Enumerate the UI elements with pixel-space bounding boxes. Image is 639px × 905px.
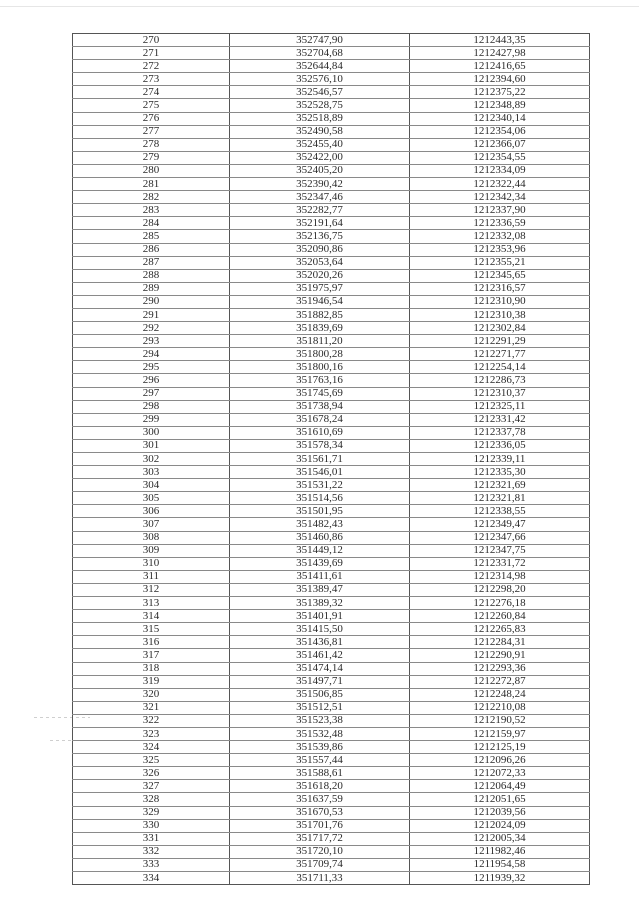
table-row bbox=[73, 125, 590, 138]
point-number-cell: 289 bbox=[73, 282, 230, 295]
y-coordinate-cell: 1212334,09 bbox=[410, 164, 590, 177]
point-number-cell: 316 bbox=[73, 636, 230, 649]
table-row bbox=[73, 636, 590, 649]
table-row bbox=[73, 164, 590, 177]
y-coordinate-cell: 1212345,65 bbox=[410, 269, 590, 282]
x-coordinate-cell: 351532,48 bbox=[230, 727, 410, 740]
point-number-cell: 298 bbox=[73, 400, 230, 413]
table-row bbox=[73, 308, 590, 321]
x-coordinate-cell: 351717,72 bbox=[230, 832, 410, 845]
y-coordinate-cell: 1212325,11 bbox=[410, 400, 590, 413]
table-row bbox=[73, 151, 590, 164]
table-row bbox=[73, 387, 590, 400]
y-coordinate-cell: 1212335,30 bbox=[410, 466, 590, 479]
x-coordinate-cell: 351415,50 bbox=[230, 623, 410, 636]
x-coordinate-cell: 351389,47 bbox=[230, 583, 410, 596]
y-coordinate-cell: 1212349,47 bbox=[410, 518, 590, 531]
point-number-cell: 330 bbox=[73, 819, 230, 832]
table-row bbox=[73, 675, 590, 688]
point-number-cell: 324 bbox=[73, 741, 230, 754]
y-coordinate-cell: 1212265,83 bbox=[410, 623, 590, 636]
x-coordinate-cell: 352191,64 bbox=[230, 217, 410, 230]
point-number-cell: 270 bbox=[73, 34, 230, 47]
table-row bbox=[73, 649, 590, 662]
table-row bbox=[73, 754, 590, 767]
x-coordinate-cell: 352020,26 bbox=[230, 269, 410, 282]
table-row bbox=[73, 544, 590, 557]
point-number-cell: 321 bbox=[73, 701, 230, 714]
point-number-cell: 300 bbox=[73, 426, 230, 439]
table-row bbox=[73, 662, 590, 675]
point-number-cell: 299 bbox=[73, 413, 230, 426]
y-coordinate-cell: 1212336,05 bbox=[410, 439, 590, 452]
y-coordinate-cell: 1212096,26 bbox=[410, 754, 590, 767]
x-coordinate-cell: 351975,97 bbox=[230, 282, 410, 295]
point-number-cell: 292 bbox=[73, 322, 230, 335]
point-number-cell: 304 bbox=[73, 479, 230, 492]
point-number-cell: 311 bbox=[73, 570, 230, 583]
x-coordinate-cell: 351523,38 bbox=[230, 714, 410, 727]
y-coordinate-cell: 1212321,81 bbox=[410, 492, 590, 505]
table-row bbox=[73, 688, 590, 701]
point-number-cell: 277 bbox=[73, 125, 230, 138]
point-number-cell: 282 bbox=[73, 191, 230, 204]
coordinates-table-container bbox=[72, 33, 589, 885]
table-row bbox=[73, 361, 590, 374]
x-coordinate-cell: 351449,12 bbox=[230, 544, 410, 557]
point-number-cell: 278 bbox=[73, 138, 230, 151]
point-number-cell: 273 bbox=[73, 73, 230, 86]
y-coordinate-cell: 1212332,08 bbox=[410, 230, 590, 243]
coordinates-table-body bbox=[73, 34, 590, 885]
point-number-cell: 290 bbox=[73, 295, 230, 308]
point-number-cell: 271 bbox=[73, 47, 230, 60]
point-number-cell: 274 bbox=[73, 86, 230, 99]
y-coordinate-cell: 1212337,78 bbox=[410, 426, 590, 439]
y-coordinate-cell: 1212353,96 bbox=[410, 243, 590, 256]
x-coordinate-cell: 351578,34 bbox=[230, 439, 410, 452]
table-row bbox=[73, 767, 590, 780]
point-number-cell: 272 bbox=[73, 60, 230, 73]
table-row bbox=[73, 217, 590, 230]
y-coordinate-cell: 1212354,06 bbox=[410, 125, 590, 138]
table-row bbox=[73, 243, 590, 256]
point-number-cell: 313 bbox=[73, 597, 230, 610]
table-row bbox=[73, 191, 590, 204]
y-coordinate-cell: 1212338,55 bbox=[410, 505, 590, 518]
x-coordinate-cell: 351678,24 bbox=[230, 413, 410, 426]
point-number-cell: 275 bbox=[73, 99, 230, 112]
table-row bbox=[73, 819, 590, 832]
point-number-cell: 302 bbox=[73, 453, 230, 466]
y-coordinate-cell: 1212375,22 bbox=[410, 86, 590, 99]
x-coordinate-cell: 351561,71 bbox=[230, 453, 410, 466]
point-number-cell: 325 bbox=[73, 754, 230, 767]
table-row bbox=[73, 400, 590, 413]
table-row bbox=[73, 570, 590, 583]
x-coordinate-cell: 351738,94 bbox=[230, 400, 410, 413]
y-coordinate-cell: 1212336,59 bbox=[410, 217, 590, 230]
table-row bbox=[73, 374, 590, 387]
y-coordinate-cell: 1212293,36 bbox=[410, 662, 590, 675]
x-coordinate-cell: 351497,71 bbox=[230, 675, 410, 688]
y-coordinate-cell: 1212443,35 bbox=[410, 34, 590, 47]
table-row bbox=[73, 426, 590, 439]
table-row bbox=[73, 741, 590, 754]
x-coordinate-cell: 351720,10 bbox=[230, 845, 410, 858]
point-number-cell: 308 bbox=[73, 531, 230, 544]
x-coordinate-cell: 351701,76 bbox=[230, 819, 410, 832]
x-coordinate-cell: 352704,68 bbox=[230, 47, 410, 60]
x-coordinate-cell: 351439,69 bbox=[230, 557, 410, 570]
table-row bbox=[73, 466, 590, 479]
y-coordinate-cell: 1212416,65 bbox=[410, 60, 590, 73]
point-number-cell: 323 bbox=[73, 727, 230, 740]
y-coordinate-cell: 1212248,24 bbox=[410, 688, 590, 701]
x-coordinate-cell: 351800,28 bbox=[230, 348, 410, 361]
x-coordinate-cell: 352747,90 bbox=[230, 34, 410, 47]
table-row bbox=[73, 47, 590, 60]
x-coordinate-cell: 351389,32 bbox=[230, 597, 410, 610]
x-coordinate-cell: 351811,20 bbox=[230, 335, 410, 348]
point-number-cell: 303 bbox=[73, 466, 230, 479]
point-number-cell: 276 bbox=[73, 112, 230, 125]
point-number-cell: 297 bbox=[73, 387, 230, 400]
y-coordinate-cell: 1212340,14 bbox=[410, 112, 590, 125]
y-coordinate-cell: 1212316,57 bbox=[410, 282, 590, 295]
table-row bbox=[73, 73, 590, 86]
point-number-cell: 293 bbox=[73, 335, 230, 348]
y-coordinate-cell: 1212064,49 bbox=[410, 780, 590, 793]
x-coordinate-cell: 351482,43 bbox=[230, 518, 410, 531]
table-row bbox=[73, 60, 590, 73]
point-number-cell: 286 bbox=[73, 243, 230, 256]
table-row bbox=[73, 531, 590, 544]
y-coordinate-cell: 1212331,42 bbox=[410, 413, 590, 426]
x-coordinate-cell: 351637,59 bbox=[230, 793, 410, 806]
x-coordinate-cell: 352090,86 bbox=[230, 243, 410, 256]
point-number-cell: 288 bbox=[73, 269, 230, 282]
point-number-cell: 284 bbox=[73, 217, 230, 230]
y-coordinate-cell: 1212337,90 bbox=[410, 204, 590, 217]
point-number-cell: 331 bbox=[73, 832, 230, 845]
x-coordinate-cell: 352528,75 bbox=[230, 99, 410, 112]
y-coordinate-cell: 1211939,32 bbox=[410, 872, 590, 885]
point-number-cell: 305 bbox=[73, 492, 230, 505]
y-coordinate-cell: 1212427,98 bbox=[410, 47, 590, 60]
table-row bbox=[73, 413, 590, 426]
y-coordinate-cell: 1211982,46 bbox=[410, 845, 590, 858]
table-row bbox=[73, 872, 590, 885]
table-row bbox=[73, 505, 590, 518]
point-number-cell: 301 bbox=[73, 439, 230, 452]
x-coordinate-cell: 351745,69 bbox=[230, 387, 410, 400]
table-row bbox=[73, 793, 590, 806]
point-number-cell: 328 bbox=[73, 793, 230, 806]
table-row bbox=[73, 348, 590, 361]
y-coordinate-cell: 1212321,69 bbox=[410, 479, 590, 492]
y-coordinate-cell: 1212272,87 bbox=[410, 675, 590, 688]
x-coordinate-cell: 351800,16 bbox=[230, 361, 410, 374]
x-coordinate-cell: 351882,85 bbox=[230, 308, 410, 321]
table-row bbox=[73, 701, 590, 714]
point-number-cell: 326 bbox=[73, 767, 230, 780]
table-row bbox=[73, 479, 590, 492]
point-number-cell: 329 bbox=[73, 806, 230, 819]
point-number-cell: 294 bbox=[73, 348, 230, 361]
y-coordinate-cell: 1212354,55 bbox=[410, 151, 590, 164]
point-number-cell: 283 bbox=[73, 204, 230, 217]
x-coordinate-cell: 351506,85 bbox=[230, 688, 410, 701]
y-coordinate-cell: 1212298,20 bbox=[410, 583, 590, 596]
y-coordinate-cell: 1212347,66 bbox=[410, 531, 590, 544]
point-number-cell: 319 bbox=[73, 675, 230, 688]
table-row bbox=[73, 322, 590, 335]
y-coordinate-cell: 1212039,56 bbox=[410, 806, 590, 819]
y-coordinate-cell: 1212322,44 bbox=[410, 178, 590, 191]
table-row bbox=[73, 832, 590, 845]
x-coordinate-cell: 352546,57 bbox=[230, 86, 410, 99]
x-coordinate-cell: 351618,20 bbox=[230, 780, 410, 793]
point-number-cell: 296 bbox=[73, 374, 230, 387]
x-coordinate-cell: 351839,69 bbox=[230, 322, 410, 335]
point-number-cell: 332 bbox=[73, 845, 230, 858]
x-coordinate-cell: 351546,01 bbox=[230, 466, 410, 479]
table-row bbox=[73, 335, 590, 348]
table-row bbox=[73, 34, 590, 47]
y-coordinate-cell: 1212339,11 bbox=[410, 453, 590, 466]
x-coordinate-cell: 351531,22 bbox=[230, 479, 410, 492]
x-coordinate-cell: 351610,69 bbox=[230, 426, 410, 439]
point-number-cell: 334 bbox=[73, 872, 230, 885]
x-coordinate-cell: 352490,58 bbox=[230, 125, 410, 138]
y-coordinate-cell: 1212310,90 bbox=[410, 295, 590, 308]
table-row bbox=[73, 610, 590, 623]
point-number-cell: 322 bbox=[73, 714, 230, 727]
y-coordinate-cell: 1212276,18 bbox=[410, 597, 590, 610]
y-coordinate-cell: 1212260,84 bbox=[410, 610, 590, 623]
point-number-cell: 295 bbox=[73, 361, 230, 374]
x-coordinate-cell: 352053,64 bbox=[230, 256, 410, 269]
point-number-cell: 333 bbox=[73, 858, 230, 871]
point-number-cell: 285 bbox=[73, 230, 230, 243]
point-number-cell: 280 bbox=[73, 164, 230, 177]
table-row bbox=[73, 806, 590, 819]
x-coordinate-cell: 352282,77 bbox=[230, 204, 410, 217]
x-coordinate-cell: 352455,40 bbox=[230, 138, 410, 151]
table-row bbox=[73, 492, 590, 505]
y-coordinate-cell: 1212210,08 bbox=[410, 701, 590, 714]
point-number-cell: 310 bbox=[73, 557, 230, 570]
point-number-cell: 315 bbox=[73, 623, 230, 636]
y-coordinate-cell: 1212024,09 bbox=[410, 819, 590, 832]
y-coordinate-cell: 1212302,84 bbox=[410, 322, 590, 335]
x-coordinate-cell: 352644,84 bbox=[230, 60, 410, 73]
y-coordinate-cell: 1212310,37 bbox=[410, 387, 590, 400]
y-coordinate-cell: 1212072,33 bbox=[410, 767, 590, 780]
x-coordinate-cell: 351670,53 bbox=[230, 806, 410, 819]
table-row bbox=[73, 99, 590, 112]
point-number-cell: 309 bbox=[73, 544, 230, 557]
point-number-cell: 279 bbox=[73, 151, 230, 164]
x-coordinate-cell: 351763,16 bbox=[230, 374, 410, 387]
x-coordinate-cell: 352347,46 bbox=[230, 191, 410, 204]
table-row bbox=[73, 230, 590, 243]
table-row bbox=[73, 727, 590, 740]
x-coordinate-cell: 352576,10 bbox=[230, 73, 410, 86]
x-coordinate-cell: 352136,75 bbox=[230, 230, 410, 243]
x-coordinate-cell: 351436,81 bbox=[230, 636, 410, 649]
x-coordinate-cell: 352422,00 bbox=[230, 151, 410, 164]
table-row bbox=[73, 597, 590, 610]
y-coordinate-cell: 1212286,73 bbox=[410, 374, 590, 387]
x-coordinate-cell: 351588,61 bbox=[230, 767, 410, 780]
table-row bbox=[73, 518, 590, 531]
table-row bbox=[73, 583, 590, 596]
x-coordinate-cell: 352405,20 bbox=[230, 164, 410, 177]
x-coordinate-cell: 351461,42 bbox=[230, 649, 410, 662]
table-row bbox=[73, 86, 590, 99]
x-coordinate-cell: 351512,51 bbox=[230, 701, 410, 714]
point-number-cell: 327 bbox=[73, 780, 230, 793]
y-coordinate-cell: 1212190,52 bbox=[410, 714, 590, 727]
x-coordinate-cell: 351460,86 bbox=[230, 531, 410, 544]
y-coordinate-cell: 1212310,38 bbox=[410, 308, 590, 321]
table-row bbox=[73, 780, 590, 793]
x-coordinate-cell: 351474,14 bbox=[230, 662, 410, 675]
x-coordinate-cell: 351539,86 bbox=[230, 741, 410, 754]
table-row bbox=[73, 858, 590, 871]
y-coordinate-cell: 1212394,60 bbox=[410, 73, 590, 86]
point-number-cell: 314 bbox=[73, 610, 230, 623]
y-coordinate-cell: 1212347,75 bbox=[410, 544, 590, 557]
x-coordinate-cell: 351411,61 bbox=[230, 570, 410, 583]
x-coordinate-cell: 351401,91 bbox=[230, 610, 410, 623]
x-coordinate-cell: 351711,33 bbox=[230, 872, 410, 885]
table-row bbox=[73, 714, 590, 727]
point-number-cell: 306 bbox=[73, 505, 230, 518]
table-row bbox=[73, 557, 590, 570]
table-row bbox=[73, 295, 590, 308]
x-coordinate-cell: 351501,95 bbox=[230, 505, 410, 518]
y-coordinate-cell: 1212342,34 bbox=[410, 191, 590, 204]
coordinates-table bbox=[72, 33, 590, 885]
x-coordinate-cell: 351946,54 bbox=[230, 295, 410, 308]
y-coordinate-cell: 1212254,14 bbox=[410, 361, 590, 374]
point-number-cell: 312 bbox=[73, 583, 230, 596]
x-coordinate-cell: 352518,89 bbox=[230, 112, 410, 125]
y-coordinate-cell: 1212125,19 bbox=[410, 741, 590, 754]
x-coordinate-cell: 352390,42 bbox=[230, 178, 410, 191]
table-row bbox=[73, 845, 590, 858]
point-number-cell: 318 bbox=[73, 662, 230, 675]
y-coordinate-cell: 1212366,07 bbox=[410, 138, 590, 151]
y-coordinate-cell: 1212290,91 bbox=[410, 649, 590, 662]
y-coordinate-cell: 1212005,34 bbox=[410, 832, 590, 845]
table-row bbox=[73, 623, 590, 636]
point-number-cell: 287 bbox=[73, 256, 230, 269]
y-coordinate-cell: 1211954,58 bbox=[410, 858, 590, 871]
point-number-cell: 317 bbox=[73, 649, 230, 662]
table-row bbox=[73, 439, 590, 452]
table-row bbox=[73, 112, 590, 125]
y-coordinate-cell: 1212348,89 bbox=[410, 99, 590, 112]
table-row bbox=[73, 282, 590, 295]
table-row bbox=[73, 178, 590, 191]
point-number-cell: 291 bbox=[73, 308, 230, 321]
table-row bbox=[73, 269, 590, 282]
y-coordinate-cell: 1212271,77 bbox=[410, 348, 590, 361]
x-coordinate-cell: 351557,44 bbox=[230, 754, 410, 767]
page-top-edge bbox=[0, 6, 639, 7]
y-coordinate-cell: 1212291,29 bbox=[410, 335, 590, 348]
point-number-cell: 307 bbox=[73, 518, 230, 531]
point-number-cell: 320 bbox=[73, 688, 230, 701]
y-coordinate-cell: 1212284,31 bbox=[410, 636, 590, 649]
y-coordinate-cell: 1212051,65 bbox=[410, 793, 590, 806]
y-coordinate-cell: 1212355,21 bbox=[410, 256, 590, 269]
y-coordinate-cell: 1212159,97 bbox=[410, 727, 590, 740]
table-row bbox=[73, 204, 590, 217]
x-coordinate-cell: 351514,56 bbox=[230, 492, 410, 505]
y-coordinate-cell: 1212314,98 bbox=[410, 570, 590, 583]
y-coordinate-cell: 1212331,72 bbox=[410, 557, 590, 570]
table-row bbox=[73, 256, 590, 269]
point-number-cell: 281 bbox=[73, 178, 230, 191]
table-row bbox=[73, 138, 590, 151]
x-coordinate-cell: 351709,74 bbox=[230, 858, 410, 871]
table-row bbox=[73, 453, 590, 466]
